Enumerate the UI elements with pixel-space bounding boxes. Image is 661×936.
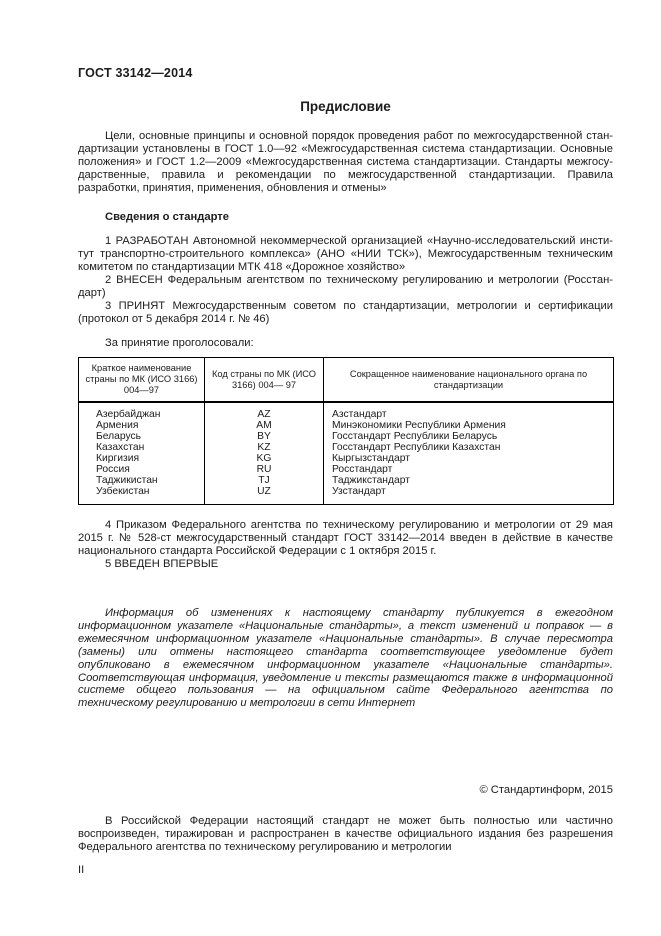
table-cell: KG xyxy=(205,453,324,464)
table-cell: Россия xyxy=(96,464,130,475)
doc-code: ГОСТ 33142—2014 xyxy=(78,66,193,80)
table-row xyxy=(79,431,614,442)
table-cell: Узстандарт xyxy=(324,486,614,505)
vote-table xyxy=(78,357,614,505)
table-header-row xyxy=(79,358,614,403)
table-header-code: Код страны по МК (ИСО 3166) 004— 97 xyxy=(205,358,324,403)
table-cell: Азстандарт xyxy=(324,402,614,420)
foreword-item-1: 1 РАЗРАБОТАН Автономной некоммерческой организацией «Научно-исследовательский институт транспортно-строительного комплекса» (АНО «НИИ ТСК»), Межгосударственным техническим комитетом по стандартизации МТК 418 «Дорожное хозяйство» xyxy=(78,235,613,273)
table-cell: Госстандарт Республики Беларусь xyxy=(324,431,614,442)
table-header-country: Краткое наименование страны по МК (ИСО 3166) 004—97 xyxy=(79,358,205,403)
table-cell: Киргизия xyxy=(96,453,140,464)
reproduction-notice: В Российской Федерации настоящий стандарт не может быть полностью или частично воспроизведен, тиражирован и распространен в качестве официального издания без разрешения Федерального агентства по техническому регулированию и метрологии xyxy=(78,815,613,854)
foreword-item-2: 2 ВНЕСЕН Федеральным агентством по техническому регулированию и метрологии (Росстандарт) xyxy=(78,274,613,299)
table-cell: Армения xyxy=(96,420,139,431)
table-cell: Таджикстандарт xyxy=(324,475,614,486)
table-cell: AM xyxy=(205,420,324,431)
table-cell: AZ xyxy=(205,402,324,420)
table-cell: Таджикистан xyxy=(96,475,158,486)
table-cell: Госстандарт Республики Казахстан xyxy=(324,442,614,453)
table-cell: TJ xyxy=(205,475,324,486)
table-cell: BY xyxy=(205,431,324,442)
intro-paragraph: Цели, основные принципы и основной порядок проведения работ по межгосударственной стандартизации установлены в ГОСТ 1.0—92 «Межгосударственная система стандартизации. Основные положения» и ГОСТ 1.2—2009 «Межгосударственная система стандартизации. Стандарты межгосударственные, правила и рекомендации по межгосударственной стандартизации. Правила разработки, принятия, применения, обновления и отмены» xyxy=(78,130,613,194)
table-row xyxy=(79,420,614,431)
table-row xyxy=(79,464,614,475)
vote-table-body xyxy=(79,402,614,505)
vote-intro: За принятие проголосовали: xyxy=(105,337,254,349)
foreword-item-4: 4 Приказом Федерального агентства по техническому регулированию и метрологии от 29 мая 2015 г. № 528-ст межгосударственный стандарт ГОСТ 33142—2014 введен в действие в качестве национального стандарта Российской Федерации с 1 октября 2015 г. xyxy=(78,519,613,557)
table-cell: Казахстан xyxy=(96,442,145,453)
table-row xyxy=(79,453,614,464)
table-row xyxy=(79,442,614,453)
foreword-items xyxy=(78,235,613,326)
table-cell: Росстандарт xyxy=(324,464,614,475)
table-row xyxy=(79,475,614,486)
table-cell: Кыргызстандарт xyxy=(324,453,614,464)
table-cell: Узбекистан xyxy=(96,486,150,497)
table-cell: Беларусь xyxy=(96,431,142,442)
foreword-item-3: 3 ПРИНЯТ Межгосударственным советом по стандартизации, метрологии и сертификации (протокол от 5 декабря 2014 г. № 46) xyxy=(78,300,613,325)
copyright-line: © Стандартинформ, 2015 xyxy=(479,784,613,797)
table-cell: Минэкономики Республики Армения xyxy=(324,420,614,431)
page-title: Предисловие xyxy=(300,99,391,114)
section-heading: Сведения о стандарте xyxy=(105,211,229,223)
table-cell: Азербайджан xyxy=(96,409,161,420)
foreword-item-5: 5 ВВЕДЕН ВПЕРВЫЕ xyxy=(105,558,219,570)
table-cell: UZ xyxy=(205,486,324,505)
table-cell: RU xyxy=(205,464,324,475)
table-header-org: Сокращенное наименование национального органа по стандартизации xyxy=(324,358,614,403)
table-row xyxy=(79,402,614,420)
table-row xyxy=(79,486,614,505)
table-cell: KZ xyxy=(205,442,324,453)
amendments-note: Информация об изменениях к настоящему стандарту публикуется в ежегодном информационном указателе «Национальные стандарты», а текст изменений и поправок — в ежемесячном информационном указателе «Национальные стандарты». В случае пересмотра (замены) или отмены настоящего стандарта соответствующее уведомление будет опубликовано в ежемесячном информационном указателе «Национальные стандарты». Соответствующая информация, уведомление и тексты размещаются также в информационной системе общего пользования — на официальном сайте Федерального агентства по техническому регулированию и метрологии в сети Интернет xyxy=(78,607,613,710)
page-number: II xyxy=(78,864,85,877)
